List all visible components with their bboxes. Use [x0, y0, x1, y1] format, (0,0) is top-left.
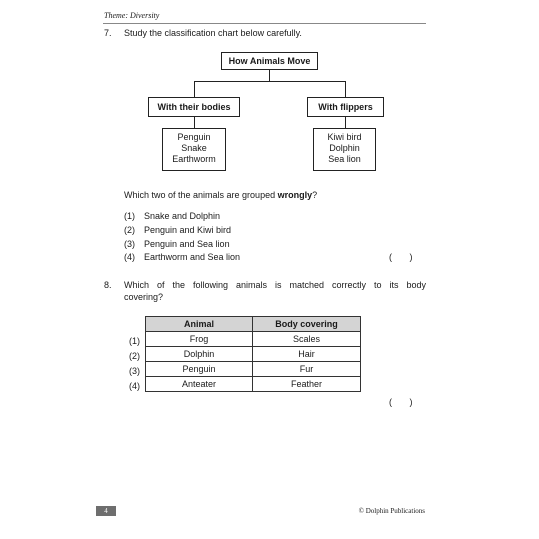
q8-prompt-line1: Which of the following animals is matched correctly to its body: [124, 280, 426, 290]
table-cell-animal: Anteater: [146, 377, 253, 392]
chart-items-left: [162, 128, 226, 171]
q7-option[interactable]: [124, 239, 230, 249]
option-text: Penguin and Sea lion: [144, 239, 230, 249]
option-number: (2): [124, 225, 135, 235]
option-number: (4): [124, 252, 135, 262]
table-cell-covering: Feather: [253, 377, 361, 392]
q7-number: 7.: [104, 28, 112, 38]
chart-group-left: With their bodies: [148, 97, 240, 117]
q7-option[interactable]: [124, 252, 240, 262]
q7-question-text: Which two of the animals are grouped: [124, 190, 278, 200]
table-row-number: (2): [129, 351, 140, 361]
table-cell-animal: Frog: [146, 332, 253, 347]
page-number: 4: [96, 506, 116, 516]
chart-connector: [345, 117, 346, 128]
option-text: Snake and Dolphin: [144, 211, 221, 221]
chart-connector: [194, 81, 195, 97]
option-text: Earthworm and Sea lion: [144, 252, 241, 262]
theme-header: Theme: Diversity: [104, 11, 160, 20]
q8-prompt-line2: covering?: [124, 292, 164, 302]
chart-item: Snake: [181, 143, 207, 153]
q7-prompt: Study the classification chart below carefully.: [124, 28, 302, 38]
option-number: (3): [124, 239, 135, 249]
chart-item: Kiwi bird: [327, 132, 362, 142]
table-row[interactable]: [146, 377, 361, 392]
table-cell-covering: Hair: [253, 347, 361, 362]
table-row-number: (1): [129, 336, 140, 346]
table-cell-covering: Scales: [253, 332, 361, 347]
q7-question-emphasis: wrongly: [277, 190, 313, 200]
q8-answer-blank[interactable]: ( ): [389, 397, 413, 407]
q7-question: [124, 190, 317, 201]
option-number: (1): [124, 211, 135, 221]
publisher-credit: © Dolphin Publications: [358, 507, 425, 515]
table-cell-animal: Dolphin: [146, 347, 253, 362]
q7-answer-blank[interactable]: ( ): [389, 252, 413, 262]
chart-root-box: How Animals Move: [221, 52, 318, 70]
header-rule: [103, 23, 426, 24]
table-row[interactable]: [146, 362, 361, 377]
q8-number: 8.: [104, 280, 112, 290]
chart-item: Sea lion: [328, 154, 361, 164]
q7-question-end: ?: [312, 190, 318, 200]
table-row[interactable]: [146, 347, 361, 362]
chart-connector: [194, 81, 346, 82]
q7-option[interactable]: [124, 225, 231, 235]
table-row-number: (4): [129, 381, 140, 391]
option-text: Penguin and Kiwi bird: [144, 225, 232, 235]
chart-connector: [345, 81, 346, 97]
chart-item: Earthworm: [172, 154, 216, 164]
table-header-animal: Animal: [146, 317, 253, 332]
table-row[interactable]: [146, 332, 361, 347]
q8-table: [145, 316, 361, 392]
table-cell-covering: Fur: [253, 362, 361, 377]
chart-items-right: [313, 128, 376, 171]
table-header-row: [146, 317, 361, 332]
table-cell-animal: Penguin: [146, 362, 253, 377]
table-row-number: (3): [129, 366, 140, 376]
chart-connector: [194, 117, 195, 128]
chart-item: Penguin: [177, 132, 211, 142]
chart-connector: [269, 70, 270, 81]
chart-group-right: With flippers: [307, 97, 384, 117]
q7-option[interactable]: [124, 211, 220, 221]
table-header-body-covering: Body covering: [253, 317, 361, 332]
chart-item: Dolphin: [329, 143, 360, 153]
